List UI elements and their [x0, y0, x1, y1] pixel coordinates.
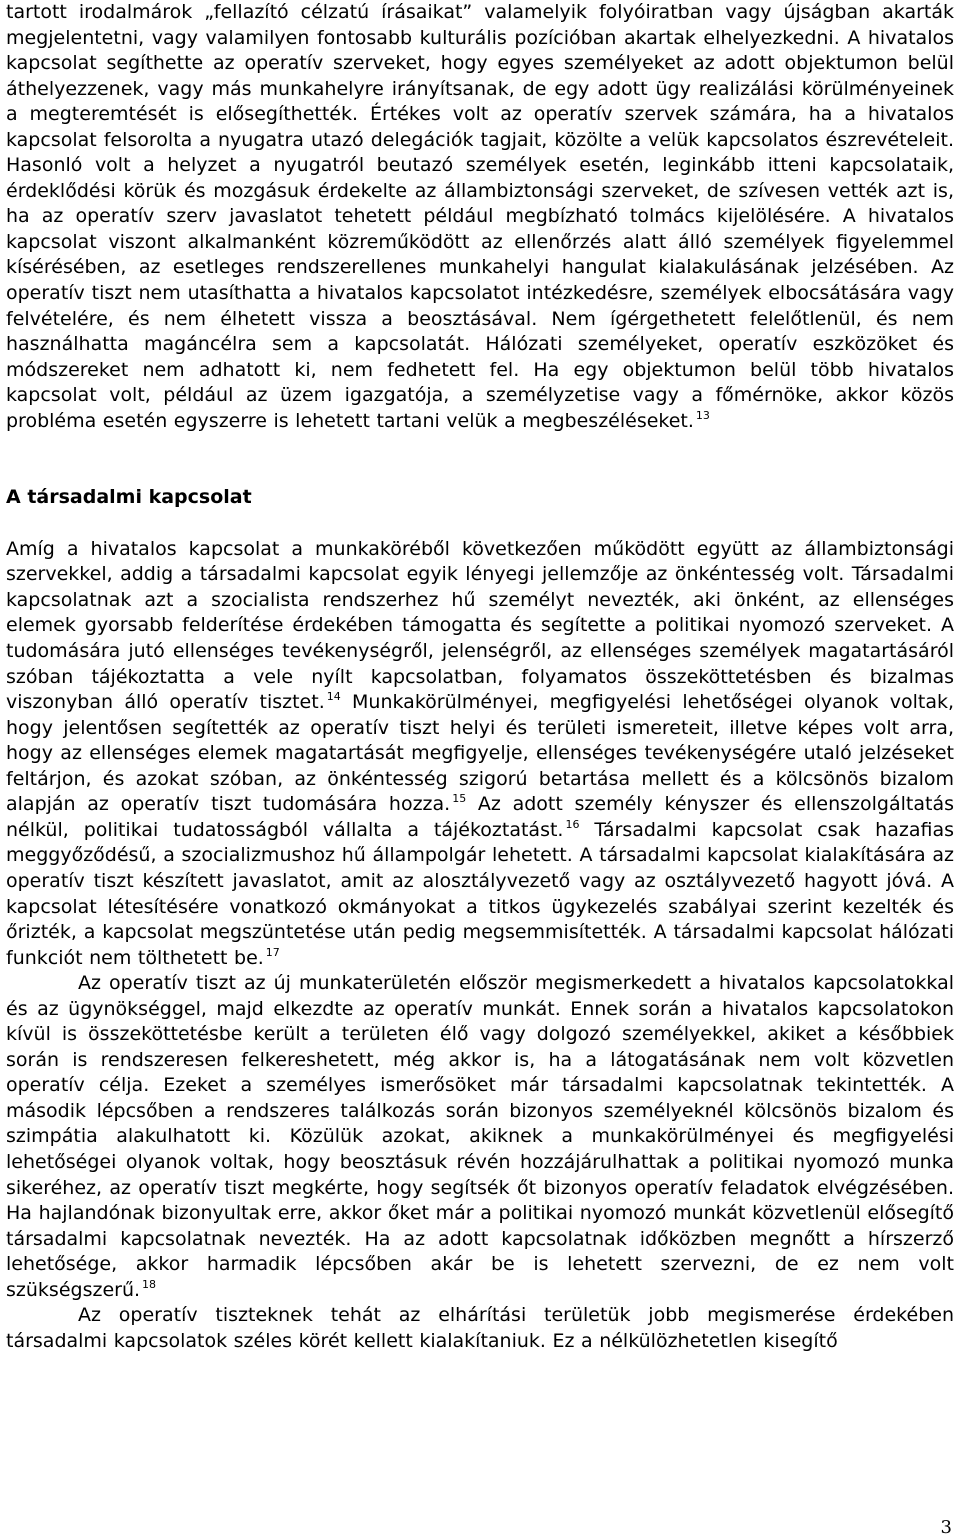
footnote-reference[interactable]: 17	[265, 945, 280, 959]
footnote-reference[interactable]: 15	[452, 792, 467, 806]
paragraph-text-run: Az adott személy kényszer és ellenszolgáltatás nélkül, politikai tudatosságból vállalta a tájékoztatást.	[6, 793, 954, 841]
paragraph-text-run: Az operatív tiszteknek tehát az elhárítási területük jobb megismerése érdekében társadalmi kapcsolatok széles körét kellett kialakítaniuk. Ez a nélkülözhetetlen kisegítő	[6, 1304, 954, 1352]
heading-gap	[6, 511, 954, 537]
paragraph-text-run: Az operatív tiszt az új munkaterületén először megismerkedett a hivatalos kapcsolatokkal és az ügynökséggel, majd elkezdte az operatív munkát. Ennek során a hivatalos kapcsolatokon kívül is összeköttetésbe került a területen élő vagy dolgozó személyekkel, akiket a későbbiek során is rendszeresen felkereshetett, még akkor is, ha a látogatásának nem volt közvetlen operatív célja. Ezeket a személyes ismerősöket már társadalmi kapcsolatnak tekintették. A második lépcsőben a rendszeres találkozás során bizonyos személyeknél kölcsönös bizalom és szimpátia alakulhatott ki. Közülük azokat, akiknek a munkakörülményei és megfigyelési lehetőségei olyanok voltak, hogy beosztásuk révén hozzájárulhattak a politikai nyomozó munka sikeréhez, az operatív tiszt megkérte, hogy segítsék őt bizonyos operatív feladatok elvégzésében. Ha hajlandónak bizonyultak erre, akkor őket már a politikai nyomozó munkát közvetlenül elősegítő társadalmi kapcsolatnak nevezték. Ha az adott kapcsolatnak időközben megnőtt a hírszerző lehetősége, akkor harmadik lépcsőben akár be is lehetett szervezni, de ez nem volt szükségszerű.	[6, 972, 954, 1301]
paragraph-text-run: Amíg a hivatalos kapcsolat a munkaköréből következően működött együtt az állambiztonsági szervekkel, addig a társadalmi kapcsolat egyik lényegi jellemzője az önkéntesség volt. Társadalmi kapcsolatnak azt a szocialista rendszerhez hű személyt nevezték, aki önként, az ellenséges elemek gyorsabb felderítése érdekében támogatta és segítette a politikai nyomozó szerveket. A tudomására jutó ellenséges tevékenységről, jelenségről, az ellenséges személyek magatartásáról szóban tájékoztatta a vele nyílt kapcsolatban, folyamatos összeköttetésben és bizalmas viszonyban álló operatív tisztet.	[6, 537, 954, 714]
footnote-reference[interactable]: 18	[142, 1277, 157, 1291]
paragraph-social-contact-definition	[6, 537, 954, 971]
paragraph-text-run: Társadalmi kapcsolat csak hazafias meggyőződésű, a szocializmushoz hű állampolgár lehetett. A társadalmi kapcsolat kialakítására az operatív tiszt készített javaslatot, amit az alosztályvezető vagy az osztályvezető hagyott jóvá. A kapcsolat létesítésére vonatkozó okmányokat a titkos ügykezelés szabályai szerint kezelték és őrizték, a kapcsolat megszüntetése után pedig megsemmisítették. A társadalmi kapcsolat hálózati funkciót nem tölthetett be.	[6, 818, 954, 969]
paragraph-text-run: Munkakörülményei, megfigyelési lehetőségei olyanok voltak, hogy jelentősen segítették az operatív tiszt helyi és területi ismereteit, illetve képes volt arra, hogy az ellenséges elemek magatartását megfigyelje, ellenséges tevékenységére utaló jelzéseket feltárjon, és azokat szóban, az önkéntesség szigorú betartása mellett és a kölcsönös bizalom alapján az operatív tiszt tudomására hozza.	[6, 691, 955, 816]
paragraph-conclusion-fragment	[6, 1303, 954, 1354]
document-page	[6, 0, 954, 1354]
footnote-reference[interactable]: 16	[565, 817, 580, 831]
section-gap	[6, 434, 954, 485]
paragraph-official-contact-continued	[6, 0, 954, 434]
section-heading-social-contact: A társadalmi kapcsolat	[6, 486, 252, 509]
paragraph-text-run: tartott irodalmárok „fellazító célzatú írásaikat” valamelyik folyóiratban vagy újságban akarták megjelentetni, vagy valamilyen fontosabb kulturális pozícióban akartak elhelyezkedni. A hivatalos kapcsolat segíthette az operatív szerveket, hogy egyes személyeket az adott objektumon belül áthelyezzenek, vagy más munkahelyre irányítsanak, de egy adott ügy realizálási körülményeinek a megteremtését is elősegíthették. Értékes volt az operatív szervek számára, ha a hivatalos kapcsolat felsorolta a nyugatra utazó delegációk tagjait, közölte a velük kapcsolatos észrevételeit. Hasonló volt a helyzet a nyugatról beutazó személyek esetén, leginkább itteni kapcsolataik, érdeklődési körük és mozgásuk érdekelte az állambiztonsági szerveket, de szívesen vették azt is, ha az operatív szerv javaslatot tehetett például megbízható tolmács kijelölésére. A hivatalos kapcsolat viszont alkalmanként közreműködött az ellenőrzés alatt álló személyek figyelemmel kísérésében, az esetleges rendszerellenes munkahelyi hangulat kialakulásának jelzésében. Az operatív tiszt nem utasíthatta a hivatalos kapcsolatot intézkedésre, személyek elbocsátására vagy felvételére, és nem élhetett vissza a beosztásával. Nem ígérgethetett felelőtlenül, és nem használhatta magáncélra sem a kapcsolatát. Hálózati személyeket, operatív eszközöket és módszereket nem adhatott ki, nem fedhetett fel. Ha egy objektumon belül több hivatalos kapcsolat volt, például az üzem igazgatója, a személyzetise vagy a főmérnöke, akkor közös probléma esetén egyszerre is lehetett tartani velük a megbeszéléseket.	[6, 1, 954, 432]
paragraph-operative-officer-contacts	[6, 971, 954, 1303]
footnote-reference[interactable]: 13	[695, 408, 710, 422]
page-number: 3	[940, 1517, 952, 1538]
footnote-reference[interactable]: 14	[326, 690, 341, 704]
